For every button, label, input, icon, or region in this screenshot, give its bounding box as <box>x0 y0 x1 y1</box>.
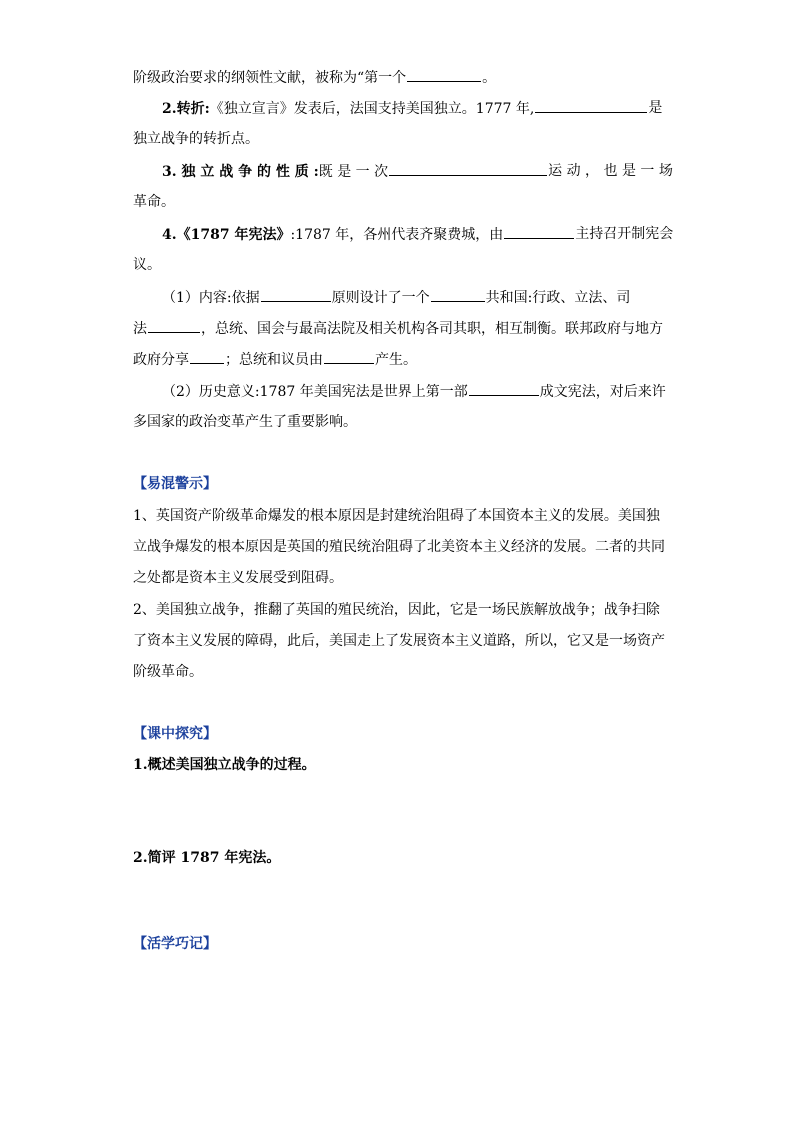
answer-blank[interactable] <box>504 224 574 239</box>
item-4-constitution: 4.《1787 年宪法》:1787 年，各州代表齐聚费城，由 主持召开制宪会 <box>162 226 674 243</box>
inquiry-question-2: 2.简评 1787 年宪法。 <box>133 850 281 866</box>
item-3-continuation: 革命。 <box>133 194 175 210</box>
content-line-2: 法 ，总统、国会与最高法院及相关机构各司其职，相互制衡。联邦政府与地方 <box>133 318 661 339</box>
item-4-continuation: 议。 <box>133 257 161 273</box>
meaning-line-1: （2）历史意义:1787 年美国宪法是世界上第一部 成文宪法，对后来许 <box>162 381 661 402</box>
content-line-1: （1）内容:依据 原则设计了一个 共和国:行政、立法、司 <box>162 287 661 308</box>
meaning-line-2: 多国家的政治变革产生了重要影响。 <box>133 414 357 430</box>
answer-blank[interactable] <box>469 381 539 396</box>
section-heading-memory: 【活学巧记】 <box>133 936 217 952</box>
answer-blank[interactable] <box>324 349 374 364</box>
warning-p2-line-3: 阶级革命。 <box>133 664 203 680</box>
item-3-nature: 3. 独 立 战 争 的 性 质 :既 是 一 次 运 动 ， 也 是 一 场 <box>162 163 673 180</box>
warning-p1-line-3: 之处都是资本主义发展受到阻碍。 <box>133 570 343 586</box>
item-2-continuation: 独立战争的转折点。 <box>133 131 259 147</box>
answer-blank[interactable] <box>148 318 200 333</box>
warning-p2-line-2: 了资本主义发展的障碍，此后，美国走上了发展资本主义道路，所以，它又是一场资产 <box>133 633 665 649</box>
text-line-1: 阶级政治要求的纲领性文献，被称为“第一个 。 <box>133 67 661 88</box>
answer-blank[interactable] <box>190 349 224 364</box>
answer-blank[interactable] <box>261 287 331 302</box>
item-2-turning-point: 2.转折:《独立宣言》发表后，法国支持美国独立。1777 年, 是 <box>162 100 663 117</box>
section-heading-inquiry: 【课中探究】 <box>133 726 217 742</box>
answer-blank[interactable] <box>535 98 647 113</box>
answer-blank[interactable] <box>389 161 547 176</box>
answer-blank[interactable] <box>407 67 481 82</box>
inquiry-question-1: 1.概述美国独立战争的过程。 <box>133 757 316 773</box>
content-line-3: 政府分享 ；总统和议员由 产生。 <box>133 349 661 370</box>
answer-blank[interactable] <box>431 287 485 302</box>
warning-p1-line-1: 1、英国资产阶级革命爆发的根本原因是封建统治阻碍了本国资本主义的发展。美国独 <box>133 508 660 524</box>
warning-p2-line-1: 2、美国独立战争，推翻了英国的殖民统治，因此，它是一场民族解放战争；战争扫除 <box>133 602 660 618</box>
section-heading-warning: 【易混警示】 <box>133 476 217 492</box>
warning-p1-line-2: 立战争爆发的根本原因是英国的殖民统治阻碍了北美资本主义经济的发展。二者的共同 <box>133 539 665 555</box>
